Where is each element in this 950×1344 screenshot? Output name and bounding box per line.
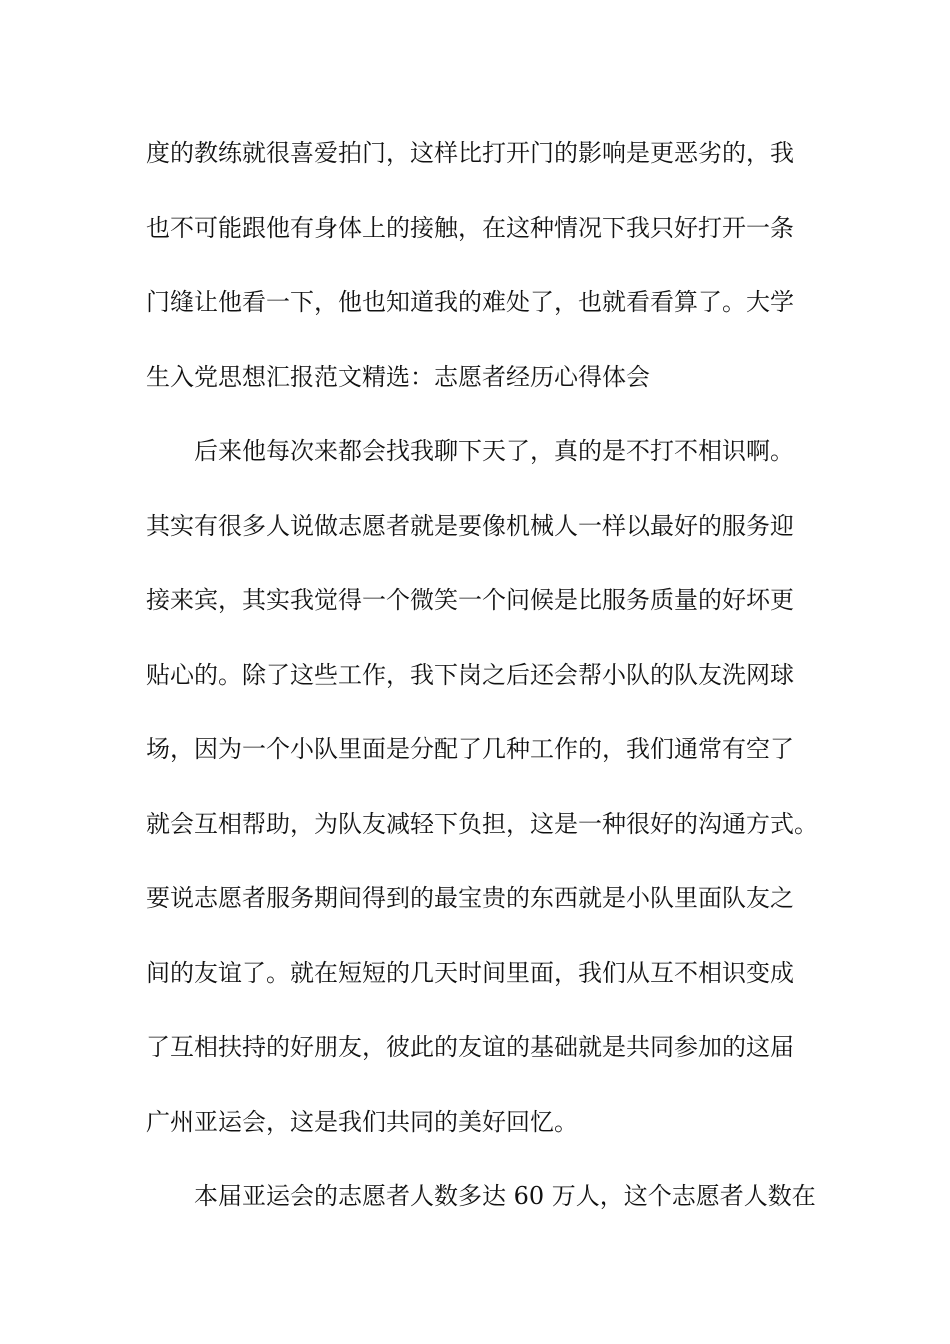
text-line: 广州亚运会，这是我们共同的美好回忆。 (146, 1107, 578, 1136)
paragraph-start-line: 本届亚运会的志愿者人数多达 60 万人，这个志愿者人数在 (194, 1182, 816, 1210)
text-line: 要说志愿者服务期间得到的最宝贵的东西就是小队里面队友之 (146, 884, 794, 912)
text-line: 贴心的。除了这些工作，我下岗之后还会帮小队的队友洗网球 (146, 660, 794, 689)
text-line: 生入党思想汇报范文精选：志愿者经历心得体会 (146, 362, 650, 391)
text-line: 其实有很多人说做志愿者就是要像机械人一样以最好的服务迎 (146, 511, 794, 540)
text-line: 度的教练就很喜爱拍门，这样比打开门的影响是更恶劣的，我 (146, 139, 794, 167)
text-line: 门缝让他看一下，他也知道我的难处了，也就看看算了。大学 (146, 288, 794, 316)
text-line: 就会互相帮助，为队友减轻下负担，这是一种很好的沟通方式。 (146, 809, 818, 838)
body-text (146, 133, 816, 1251)
text-line: 了互相扶持的好朋友，彼此的友谊的基础就是共同参加的这届 (146, 1033, 794, 1061)
paragraph-start-line: 后来他每次来都会找我聊下天了，真的是不打不相识啊。 (194, 437, 794, 465)
text-line: 接来宾，其实我觉得一个微笑一个问候是比服务质量的好坏更 (146, 586, 794, 614)
text-line: 间的友谊了。就在短短的几天时间里面，我们从互不相识变成 (146, 958, 794, 987)
text-line: 也不可能跟他有身体上的接触，在这种情况下我只好打开一条 (146, 213, 794, 242)
text-line: 场，因为一个小队里面是分配了几种工作的，我们通常有空了 (146, 735, 794, 763)
